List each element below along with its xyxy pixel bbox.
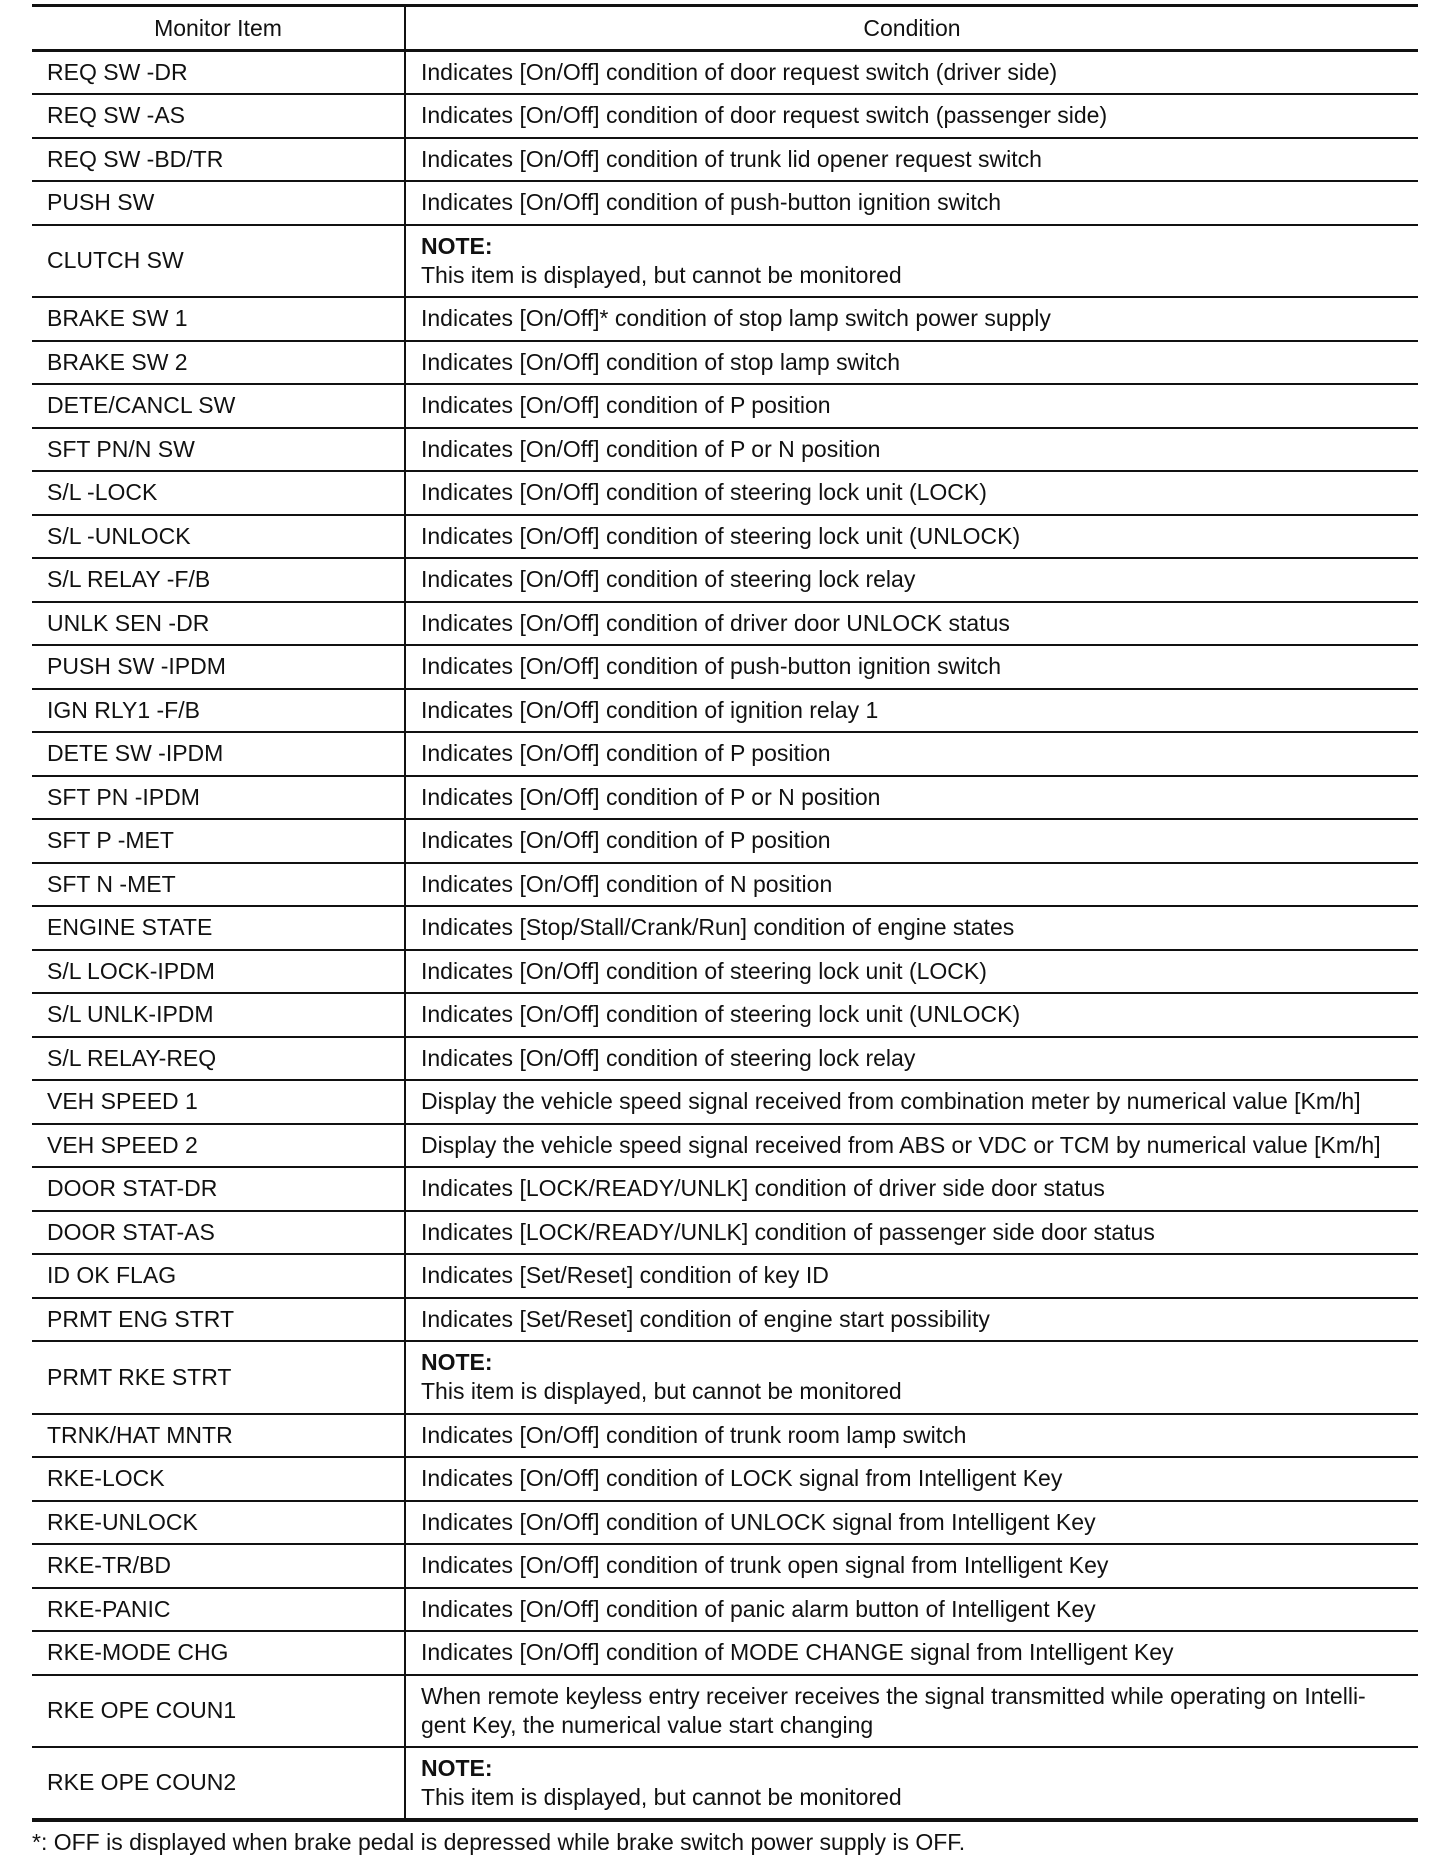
table-row [32, 341, 1418, 385]
table-row [32, 1588, 1418, 1632]
table-row [32, 94, 1418, 138]
condition-cell: Indicates [On/Off] condition of N position [405, 863, 1418, 907]
condition-cell: Indicates [On/Off] condition of steering lock relay [405, 558, 1418, 602]
condition-cell: Indicates [On/Off]* condition of stop lamp switch power supply [405, 297, 1418, 341]
table-row [32, 993, 1418, 1037]
monitor-item-cell: ENGINE STATE [32, 906, 405, 950]
monitor-item-cell: DOOR STAT-AS [32, 1211, 405, 1255]
condition-cell [405, 1675, 1418, 1748]
monitor-item-cell: SFT N -MET [32, 863, 405, 907]
condition-cell: Indicates [On/Off] condition of steering lock unit (LOCK) [405, 471, 1418, 515]
condition-cell: Indicates [On/Off] condition of P or N position [405, 428, 1418, 472]
condition-cell: Display the vehicle speed signal received from ABS or VDC or TCM by numerical value [Km/h] [405, 1124, 1418, 1168]
monitor-item-cell: REQ SW -AS [32, 94, 405, 138]
monitor-item-cell: RKE-UNLOCK [32, 1501, 405, 1545]
monitor-item-cell: REQ SW -DR [32, 51, 405, 95]
condition-cell: Indicates [On/Off] condition of driver door UNLOCK status [405, 602, 1418, 646]
monitor-item-cell: VEH SPEED 2 [32, 1124, 405, 1168]
condition-cell: Indicates [Stop/Stall/Crank/Run] condition of engine states [405, 906, 1418, 950]
monitor-item-cell: S/L LOCK-IPDM [32, 950, 405, 994]
condition-cell: Indicates [LOCK/READY/UNLK] condition of driver side door status [405, 1167, 1418, 1211]
note-label: NOTE: [421, 1349, 493, 1376]
monitor-item-cell: S/L RELAY-REQ [32, 1037, 405, 1081]
monitor-item-cell: S/L -UNLOCK [32, 515, 405, 559]
monitor-item-cell: RKE-MODE CHG [32, 1631, 405, 1675]
table-row [32, 950, 1418, 994]
condition-cell: Indicates [On/Off] condition of P position [405, 384, 1418, 428]
condition-cell: Indicates [On/Off] condition of trunk open signal from Intelligent Key [405, 1544, 1418, 1588]
monitor-item-cell: SFT PN -IPDM [32, 776, 405, 820]
condition-cell: Indicates [LOCK/READY/UNLK] condition of passenger side door status [405, 1211, 1418, 1255]
condition-cell: Indicates [On/Off] condition of steering lock unit (LOCK) [405, 950, 1418, 994]
condition-cell: Indicates [On/Off] condition of trunk room lamp switch [405, 1414, 1418, 1458]
monitor-item-cell: SFT PN/N SW [32, 428, 405, 472]
condition-cell: Display the vehicle speed signal received from combination meter by numerical value [Km/h] [405, 1080, 1418, 1124]
note-text: This item is displayed, but cannot be monitored [421, 1378, 902, 1405]
condition-cell [405, 1341, 1418, 1414]
condition-text-line-2: gent Key, the numerical value start changing [421, 1711, 874, 1738]
monitor-item-cell: ID OK FLAG [32, 1254, 405, 1298]
condition-cell: Indicates [On/Off] condition of trunk lid opener request switch [405, 138, 1418, 182]
condition-cell: Indicates [On/Off] condition of P position [405, 819, 1418, 863]
table-row [32, 558, 1418, 602]
monitor-item-cell: RKE OPE COUN1 [32, 1675, 405, 1748]
monitor-item-cell: PUSH SW [32, 181, 405, 225]
condition-cell: Indicates [On/Off] condition of P position [405, 732, 1418, 776]
condition-cell: Indicates [On/Off] condition of steering lock relay [405, 1037, 1418, 1081]
table-row [32, 471, 1418, 515]
table-row [32, 138, 1418, 182]
note-text: This item is displayed, but cannot be monitored [421, 1783, 902, 1810]
footnote: *: OFF is displayed when brake pedal is depressed while brake switch power supply is OFF. [32, 1828, 966, 1855]
table-row [32, 51, 1418, 95]
table-row [32, 819, 1418, 863]
condition-cell: Indicates [On/Off] condition of P or N position [405, 776, 1418, 820]
monitor-item-cell: RKE-LOCK [32, 1457, 405, 1501]
header-condition: Condition [405, 6, 1418, 51]
monitor-item-cell: PRMT RKE STRT [32, 1341, 405, 1414]
table-row [32, 689, 1418, 733]
condition-cell [405, 1747, 1418, 1820]
monitor-item-cell: SFT P -MET [32, 819, 405, 863]
table-row [32, 1414, 1418, 1458]
condition-cell: Indicates [On/Off] condition of push-button ignition switch [405, 181, 1418, 225]
condition-cell: Indicates [On/Off] condition of LOCK signal from Intelligent Key [405, 1457, 1418, 1501]
table-row [32, 1211, 1418, 1255]
table-row [32, 297, 1418, 341]
table-row [32, 1631, 1418, 1675]
monitor-item-cell: DETE SW -IPDM [32, 732, 405, 776]
table-row [32, 1457, 1418, 1501]
monitor-item-cell: TRNK/HAT MNTR [32, 1414, 405, 1458]
table-row [32, 181, 1418, 225]
table-row [32, 1254, 1418, 1298]
condition-cell: Indicates [On/Off] condition of door request switch (driver side) [405, 51, 1418, 95]
table-row [32, 776, 1418, 820]
table-row [32, 1037, 1418, 1081]
monitor-item-table [32, 4, 1418, 1822]
table-row [32, 1080, 1418, 1124]
condition-cell [405, 225, 1418, 298]
document [32, 4, 1418, 1857]
monitor-item-cell: S/L -LOCK [32, 471, 405, 515]
table-row [32, 225, 1418, 298]
note-label: NOTE: [421, 232, 493, 259]
condition-cell: Indicates [On/Off] condition of steering lock unit (UNLOCK) [405, 993, 1418, 1037]
table-row [32, 645, 1418, 689]
table-row [32, 1501, 1418, 1545]
condition-cell: Indicates [Set/Reset] condition of key ID [405, 1254, 1418, 1298]
table-row [32, 906, 1418, 950]
monitor-item-cell: BRAKE SW 1 [32, 297, 405, 341]
condition-cell: Indicates [On/Off] condition of ignition relay 1 [405, 689, 1418, 733]
monitor-item-cell: RKE-PANIC [32, 1588, 405, 1632]
condition-cell: Indicates [Set/Reset] condition of engine start possibility [405, 1298, 1418, 1342]
table-row [32, 1167, 1418, 1211]
monitor-item-cell: IGN RLY1 -F/B [32, 689, 405, 733]
condition-cell: Indicates [On/Off] condition of steering lock unit (UNLOCK) [405, 515, 1418, 559]
condition-cell: Indicates [On/Off] condition of UNLOCK signal from Intelligent Key [405, 1501, 1418, 1545]
condition-cell: Indicates [On/Off] condition of stop lamp switch [405, 341, 1418, 385]
table-body [32, 51, 1418, 1820]
table-row [32, 1341, 1418, 1414]
monitor-item-cell: BRAKE SW 2 [32, 341, 405, 385]
monitor-item-cell: PUSH SW -IPDM [32, 645, 405, 689]
monitor-item-cell: S/L RELAY -F/B [32, 558, 405, 602]
monitor-item-cell: RKE-TR/BD [32, 1544, 405, 1588]
monitor-item-cell: CLUTCH SW [32, 225, 405, 298]
monitor-item-cell: DETE/CANCL SW [32, 384, 405, 428]
table-row [32, 384, 1418, 428]
condition-cell: Indicates [On/Off] condition of MODE CHANGE signal from Intelligent Key [405, 1631, 1418, 1675]
table-row [32, 1747, 1418, 1820]
monitor-item-cell: DOOR STAT-DR [32, 1167, 405, 1211]
table-row [32, 1298, 1418, 1342]
table-row [32, 602, 1418, 646]
condition-cell: Indicates [On/Off] condition of door request switch (passenger side) [405, 94, 1418, 138]
monitor-item-cell: VEH SPEED 1 [32, 1080, 405, 1124]
table-row [32, 732, 1418, 776]
table-row [32, 428, 1418, 472]
table-row [32, 515, 1418, 559]
monitor-item-cell: REQ SW -BD/TR [32, 138, 405, 182]
table-header-row [32, 6, 1418, 51]
table-row [32, 1124, 1418, 1168]
table-row [32, 1675, 1418, 1748]
note-label: NOTE: [421, 1754, 493, 1781]
table-row [32, 1544, 1418, 1588]
monitor-item-cell: PRMT ENG STRT [32, 1298, 405, 1342]
condition-cell: Indicates [On/Off] condition of panic alarm button of Intelligent Key [405, 1588, 1418, 1632]
table-row [32, 863, 1418, 907]
monitor-item-cell: RKE OPE COUN2 [32, 1747, 405, 1820]
condition-text-line-1: When remote keyless entry receiver receives the signal transmitted while operating on Intelli- [421, 1682, 1366, 1709]
condition-cell: Indicates [On/Off] condition of push-button ignition switch [405, 645, 1418, 689]
note-text: This item is displayed, but cannot be monitored [421, 261, 902, 288]
monitor-item-cell: S/L UNLK-IPDM [32, 993, 405, 1037]
header-monitor-item: Monitor Item [32, 6, 405, 51]
monitor-item-cell: UNLK SEN -DR [32, 602, 405, 646]
